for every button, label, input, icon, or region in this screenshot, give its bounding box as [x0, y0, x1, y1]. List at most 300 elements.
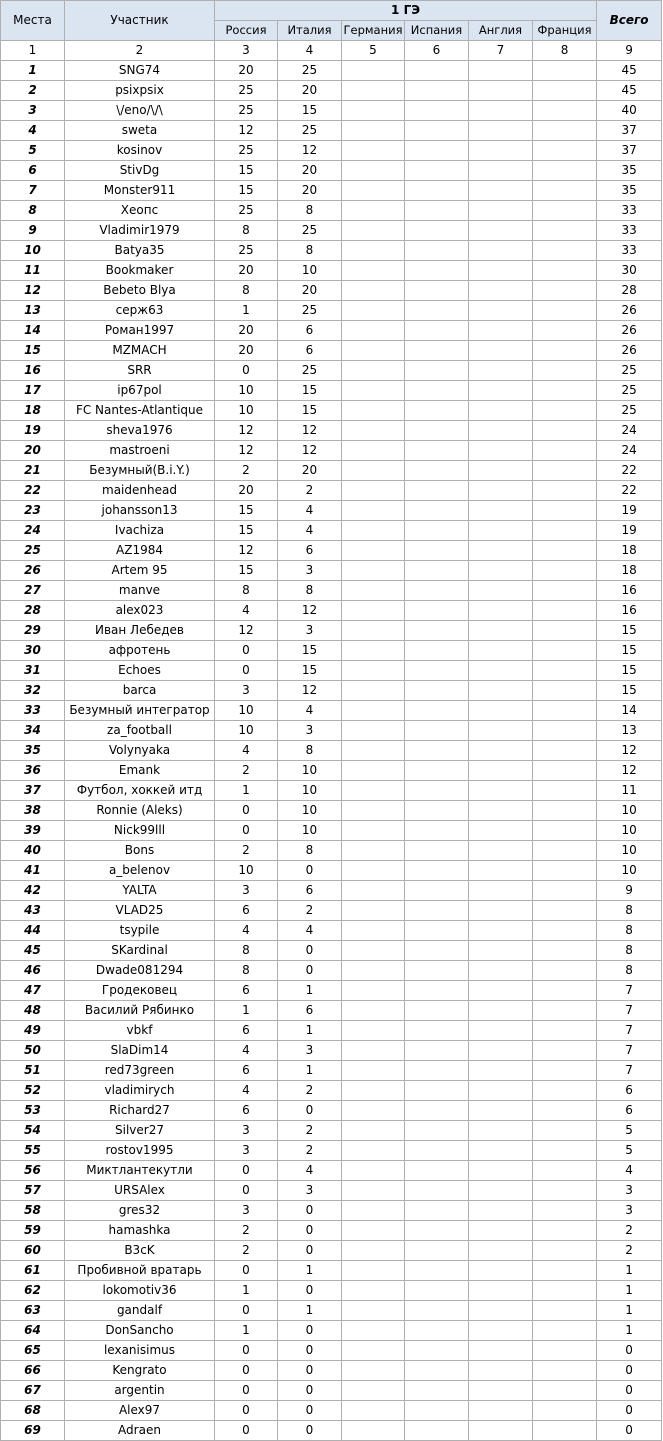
- france-score-cell: [533, 741, 597, 761]
- italy-score-cell: 10: [278, 781, 342, 801]
- germany-score-cell: [342, 1081, 405, 1101]
- germany-score-cell: [342, 481, 405, 501]
- italy-score-cell: 3: [278, 1041, 342, 1061]
- germany-score-cell: [342, 141, 405, 161]
- table-row: [1, 641, 662, 661]
- russia-score-cell: 4: [215, 1081, 278, 1101]
- spain-score-cell: [405, 781, 469, 801]
- italy-score-cell: 0: [278, 1321, 342, 1341]
- russia-score-cell: 20: [215, 321, 278, 341]
- participant-cell: афротень: [65, 641, 215, 661]
- france-score-cell: [533, 581, 597, 601]
- italy-score-cell: 0: [278, 1421, 342, 1441]
- england-score-cell: [469, 821, 533, 841]
- germany-score-cell: [342, 381, 405, 401]
- total-score-cell: 16: [597, 601, 662, 621]
- france-score-cell: [533, 961, 597, 981]
- france-score-cell: [533, 881, 597, 901]
- table-row: [1, 341, 662, 361]
- spain-score-cell: [405, 521, 469, 541]
- total-score-cell: 13: [597, 721, 662, 741]
- russia-score-cell: 25: [215, 141, 278, 161]
- england-score-cell: [469, 741, 533, 761]
- total-score-cell: 7: [597, 1041, 662, 1061]
- place-cell: 67: [1, 1381, 65, 1401]
- france-score-cell: [533, 361, 597, 381]
- germany-score-cell: [342, 1321, 405, 1341]
- germany-score-cell: [342, 301, 405, 321]
- england-score-cell: [469, 601, 533, 621]
- column-number: 2: [65, 41, 215, 61]
- place-cell: 12: [1, 281, 65, 301]
- england-score-cell: [469, 801, 533, 821]
- total-score-cell: 6: [597, 1101, 662, 1121]
- france-score-cell: [533, 981, 597, 1001]
- italy-score-cell: 1: [278, 1261, 342, 1281]
- participant-cell: maidenhead: [65, 481, 215, 501]
- germany-score-cell: [342, 561, 405, 581]
- italy-score-cell: 0: [278, 861, 342, 881]
- england-score-cell: [469, 1061, 533, 1081]
- participant-cell: Футбол, хоккей итд: [65, 781, 215, 801]
- total-score-cell: 35: [597, 181, 662, 201]
- germany-score-cell: [342, 1301, 405, 1321]
- france-score-cell: [533, 1281, 597, 1301]
- place-cell: 37: [1, 781, 65, 801]
- england-score-cell: [469, 381, 533, 401]
- england-score-cell: [469, 861, 533, 881]
- germany-score-cell: [342, 261, 405, 281]
- table-row: [1, 921, 662, 941]
- place-cell: 35: [1, 741, 65, 761]
- england-score-cell: [469, 201, 533, 221]
- participant-cell: sheva1976: [65, 421, 215, 441]
- england-score-cell: [469, 521, 533, 541]
- participant-cell: gres32: [65, 1201, 215, 1221]
- place-cell: 54: [1, 1121, 65, 1141]
- spain-score-cell: [405, 361, 469, 381]
- place-cell: 68: [1, 1401, 65, 1421]
- place-cell: 43: [1, 901, 65, 921]
- russia-score-cell: 10: [215, 381, 278, 401]
- russia-score-cell: 0: [215, 1361, 278, 1381]
- total-score-cell: 2: [597, 1221, 662, 1241]
- participant-cell: Ivachiza: [65, 521, 215, 541]
- participant-cell: Monster911: [65, 181, 215, 201]
- russia-score-cell: 0: [215, 361, 278, 381]
- total-score-cell: 10: [597, 861, 662, 881]
- england-score-cell: [469, 981, 533, 1001]
- russia-score-cell: 20: [215, 481, 278, 501]
- russia-score-cell: 4: [215, 1041, 278, 1061]
- spain-score-cell: [405, 1241, 469, 1261]
- england-score-cell: [469, 1181, 533, 1201]
- place-cell: 8: [1, 201, 65, 221]
- italy-score-cell: 8: [278, 741, 342, 761]
- total-score-cell: 2: [597, 1241, 662, 1261]
- russia-score-cell: 6: [215, 981, 278, 1001]
- spain-score-cell: [405, 1321, 469, 1341]
- france-score-cell: [533, 601, 597, 621]
- total-score-cell: 8: [597, 941, 662, 961]
- germany-score-cell: [342, 1381, 405, 1401]
- russia-score-cell: 4: [215, 741, 278, 761]
- england-score-cell: [469, 621, 533, 641]
- russia-score-cell: 1: [215, 1321, 278, 1341]
- table-row: [1, 1221, 662, 1241]
- spain-score-cell: [405, 201, 469, 221]
- table-row: [1, 501, 662, 521]
- italy-score-cell: 0: [278, 1201, 342, 1221]
- russia-score-cell: 2: [215, 1221, 278, 1241]
- spain-score-cell: [405, 761, 469, 781]
- participant-cell: johansson13: [65, 501, 215, 521]
- russia-score-cell: 1: [215, 1281, 278, 1301]
- italy-score-cell: 12: [278, 421, 342, 441]
- russia-score-cell: 0: [215, 821, 278, 841]
- france-score-cell: [533, 321, 597, 341]
- spain-score-cell: [405, 221, 469, 241]
- spain-score-cell: [405, 261, 469, 281]
- spain-score-cell: [405, 861, 469, 881]
- place-cell: 23: [1, 501, 65, 521]
- italy-score-cell: 12: [278, 441, 342, 461]
- table-row: [1, 981, 662, 1001]
- russia-score-cell: 8: [215, 961, 278, 981]
- participant-cell: vbkf: [65, 1021, 215, 1041]
- italy-score-cell: 3: [278, 561, 342, 581]
- place-cell: 16: [1, 361, 65, 381]
- england-score-cell: [469, 461, 533, 481]
- place-cell: 33: [1, 701, 65, 721]
- germany-score-cell: [342, 801, 405, 821]
- france-score-cell: [533, 1261, 597, 1281]
- england-score-cell: [469, 701, 533, 721]
- russia-score-cell: 0: [215, 641, 278, 661]
- table-row: [1, 1201, 662, 1221]
- england-score-cell: [469, 1281, 533, 1301]
- germany-score-cell: [342, 921, 405, 941]
- place-cell: 62: [1, 1281, 65, 1301]
- france-score-cell: [533, 641, 597, 661]
- france-score-cell: [533, 401, 597, 421]
- spain-score-cell: [405, 161, 469, 181]
- england-score-cell: [469, 921, 533, 941]
- participant-cell: YALTA: [65, 881, 215, 901]
- italy-score-cell: 0: [278, 1281, 342, 1301]
- russia-score-cell: 3: [215, 881, 278, 901]
- germany-score-cell: [342, 841, 405, 861]
- germany-score-cell: [342, 821, 405, 841]
- participant-cell: SNG74: [65, 61, 215, 81]
- france-score-cell: [533, 1001, 597, 1021]
- italy-score-cell: 0: [278, 1101, 342, 1121]
- place-cell: 15: [1, 341, 65, 361]
- total-score-cell: 0: [597, 1421, 662, 1441]
- germany-score-cell: [342, 881, 405, 901]
- france-score-cell: [533, 1141, 597, 1161]
- total-score-cell: 28: [597, 281, 662, 301]
- table-row: [1, 1101, 662, 1121]
- italy-score-cell: 25: [278, 301, 342, 321]
- france-score-cell: [533, 921, 597, 941]
- russia-score-cell: 0: [215, 1341, 278, 1361]
- italy-score-cell: 15: [278, 101, 342, 121]
- table-row: [1, 421, 662, 441]
- participant-cell: manve: [65, 581, 215, 601]
- italy-score-cell: 3: [278, 721, 342, 741]
- russia-score-cell: 25: [215, 241, 278, 261]
- spain-score-cell: [405, 101, 469, 121]
- place-cell: 59: [1, 1221, 65, 1241]
- table-row: [1, 721, 662, 741]
- table-row: [1, 521, 662, 541]
- italy-score-cell: 10: [278, 821, 342, 841]
- participant-cell: Batya35: [65, 241, 215, 261]
- participant-cell: Bebeto Blya: [65, 281, 215, 301]
- germany-score-cell: [342, 401, 405, 421]
- place-cell: 31: [1, 661, 65, 681]
- germany-score-cell: [342, 901, 405, 921]
- table-row: [1, 1301, 662, 1321]
- russia-score-cell: 12: [215, 121, 278, 141]
- england-score-cell: [469, 561, 533, 581]
- table-row: [1, 581, 662, 601]
- place-cell: 18: [1, 401, 65, 421]
- italy-score-cell: 1: [278, 1061, 342, 1081]
- germany-score-cell: [342, 761, 405, 781]
- germany-score-cell: [342, 461, 405, 481]
- france-score-cell: [533, 61, 597, 81]
- place-cell: 1: [1, 61, 65, 81]
- germany-score-cell: [342, 641, 405, 661]
- germany-score-cell: [342, 1001, 405, 1021]
- table-row: [1, 801, 662, 821]
- england-score-cell: [469, 641, 533, 661]
- germany-score-cell: [342, 621, 405, 641]
- italy-score-cell: 0: [278, 1401, 342, 1421]
- spain-score-cell: [405, 501, 469, 521]
- russia-score-cell: 6: [215, 1021, 278, 1041]
- germany-score-cell: [342, 361, 405, 381]
- total-score-cell: 33: [597, 221, 662, 241]
- total-score-cell: 15: [597, 621, 662, 641]
- italy-score-cell: 6: [278, 541, 342, 561]
- russia-score-cell: 12: [215, 621, 278, 641]
- table-row: [1, 441, 662, 461]
- france-score-cell: [533, 941, 597, 961]
- russia-score-cell: 2: [215, 841, 278, 861]
- russia-score-cell: 0: [215, 1421, 278, 1441]
- germany-score-cell: [342, 241, 405, 261]
- germany-score-cell: [342, 701, 405, 721]
- total-score-cell: 4: [597, 1161, 662, 1181]
- germany-score-cell: [342, 281, 405, 301]
- participant-cell: Nick99lll: [65, 821, 215, 841]
- header-country-spain: Испания: [405, 21, 469, 41]
- place-cell: 17: [1, 381, 65, 401]
- place-cell: 63: [1, 1301, 65, 1321]
- total-score-cell: 12: [597, 761, 662, 781]
- england-score-cell: [469, 761, 533, 781]
- spain-score-cell: [405, 941, 469, 961]
- russia-score-cell: 6: [215, 1101, 278, 1121]
- place-cell: 6: [1, 161, 65, 181]
- total-score-cell: 26: [597, 321, 662, 341]
- participant-cell: Гродековец: [65, 981, 215, 1001]
- italy-score-cell: 3: [278, 621, 342, 641]
- participant-cell: Миктлантекутли: [65, 1161, 215, 1181]
- spain-score-cell: [405, 121, 469, 141]
- england-score-cell: [469, 1401, 533, 1421]
- england-score-cell: [469, 301, 533, 321]
- france-score-cell: [533, 421, 597, 441]
- russia-score-cell: 10: [215, 721, 278, 741]
- spain-score-cell: [405, 721, 469, 741]
- spain-score-cell: [405, 681, 469, 701]
- spain-score-cell: [405, 1061, 469, 1081]
- total-score-cell: 5: [597, 1141, 662, 1161]
- participant-cell: vladimirych: [65, 1081, 215, 1101]
- place-cell: 60: [1, 1241, 65, 1261]
- total-score-cell: 25: [597, 401, 662, 421]
- germany-score-cell: [342, 121, 405, 141]
- participant-cell: tsypile: [65, 921, 215, 941]
- spain-score-cell: [405, 61, 469, 81]
- table-row: [1, 861, 662, 881]
- participant-cell: URSAlex: [65, 1181, 215, 1201]
- england-score-cell: [469, 1161, 533, 1181]
- participant-cell: серж63: [65, 301, 215, 321]
- participant-cell: MZMACH: [65, 341, 215, 361]
- england-score-cell: [469, 1081, 533, 1101]
- total-score-cell: 30: [597, 261, 662, 281]
- england-score-cell: [469, 261, 533, 281]
- place-cell: 61: [1, 1261, 65, 1281]
- spain-score-cell: [405, 1381, 469, 1401]
- italy-score-cell: 6: [278, 341, 342, 361]
- place-cell: 51: [1, 1061, 65, 1081]
- spain-score-cell: [405, 841, 469, 861]
- total-score-cell: 8: [597, 921, 662, 941]
- table-row: [1, 1001, 662, 1021]
- england-score-cell: [469, 161, 533, 181]
- spain-score-cell: [405, 581, 469, 601]
- germany-score-cell: [342, 1201, 405, 1221]
- column-number-row: [1, 41, 662, 61]
- table-row: [1, 961, 662, 981]
- spain-score-cell: [405, 561, 469, 581]
- france-score-cell: [533, 521, 597, 541]
- england-score-cell: [469, 841, 533, 861]
- participant-cell: red73green: [65, 1061, 215, 1081]
- england-score-cell: [469, 141, 533, 161]
- russia-score-cell: 8: [215, 581, 278, 601]
- italy-score-cell: 1: [278, 981, 342, 1001]
- place-cell: 30: [1, 641, 65, 661]
- russia-score-cell: 25: [215, 201, 278, 221]
- participant-cell: Пробивной вратарь: [65, 1261, 215, 1281]
- france-score-cell: [533, 161, 597, 181]
- header-place: Места: [1, 1, 65, 41]
- russia-score-cell: 12: [215, 421, 278, 441]
- england-score-cell: [469, 1421, 533, 1441]
- participant-cell: a_belenov: [65, 861, 215, 881]
- england-score-cell: [469, 1141, 533, 1161]
- germany-score-cell: [342, 721, 405, 741]
- russia-score-cell: 3: [215, 681, 278, 701]
- place-cell: 5: [1, 141, 65, 161]
- germany-score-cell: [342, 101, 405, 121]
- italy-score-cell: 6: [278, 881, 342, 901]
- table-row: [1, 1181, 662, 1201]
- place-cell: 46: [1, 961, 65, 981]
- table-row: [1, 161, 662, 181]
- total-score-cell: 10: [597, 801, 662, 821]
- participant-cell: Volynyaka: [65, 741, 215, 761]
- france-score-cell: [533, 1361, 597, 1381]
- spain-score-cell: [405, 1101, 469, 1121]
- place-cell: 39: [1, 821, 65, 841]
- participant-cell: Безумный(B.i.Y.): [65, 461, 215, 481]
- spain-score-cell: [405, 641, 469, 661]
- russia-score-cell: 15: [215, 181, 278, 201]
- spain-score-cell: [405, 801, 469, 821]
- place-cell: 10: [1, 241, 65, 261]
- russia-score-cell: 3: [215, 1121, 278, 1141]
- table-row: [1, 181, 662, 201]
- place-cell: 44: [1, 921, 65, 941]
- germany-score-cell: [342, 1041, 405, 1061]
- germany-score-cell: [342, 181, 405, 201]
- column-number: 8: [533, 41, 597, 61]
- place-cell: 25: [1, 541, 65, 561]
- table-row: [1, 1361, 662, 1381]
- table-row: [1, 281, 662, 301]
- header-country-england: Англия: [469, 21, 533, 41]
- total-score-cell: 18: [597, 541, 662, 561]
- england-score-cell: [469, 661, 533, 681]
- spain-score-cell: [405, 1001, 469, 1021]
- spain-score-cell: [405, 281, 469, 301]
- place-cell: 14: [1, 321, 65, 341]
- germany-score-cell: [342, 961, 405, 981]
- germany-score-cell: [342, 941, 405, 961]
- germany-score-cell: [342, 521, 405, 541]
- spain-score-cell: [405, 141, 469, 161]
- table-row: [1, 201, 662, 221]
- england-score-cell: [469, 1361, 533, 1381]
- france-score-cell: [533, 1341, 597, 1361]
- england-score-cell: [469, 1241, 533, 1261]
- england-score-cell: [469, 221, 533, 241]
- russia-score-cell: 0: [215, 801, 278, 821]
- england-score-cell: [469, 241, 533, 261]
- table-row: [1, 221, 662, 241]
- table-row: [1, 461, 662, 481]
- russia-score-cell: 2: [215, 761, 278, 781]
- place-cell: 65: [1, 1341, 65, 1361]
- participant-cell: alex023: [65, 601, 215, 621]
- table-row: [1, 901, 662, 921]
- total-score-cell: 35: [597, 161, 662, 181]
- england-score-cell: [469, 361, 533, 381]
- france-score-cell: [533, 541, 597, 561]
- table-row: [1, 1381, 662, 1401]
- participant-cell: Bons: [65, 841, 215, 861]
- place-cell: 47: [1, 981, 65, 1001]
- total-score-cell: 10: [597, 841, 662, 861]
